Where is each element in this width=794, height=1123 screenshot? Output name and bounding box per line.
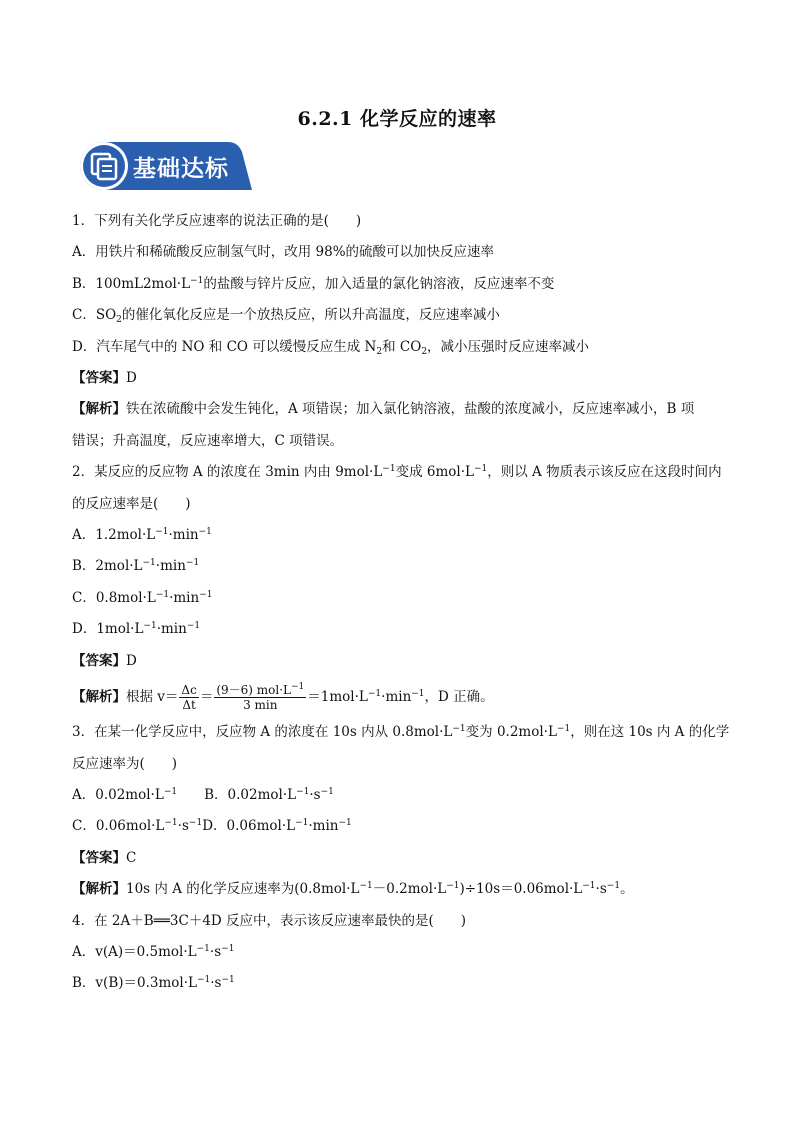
q2-analysis: 【解析】根据 v＝ $\frac{\Delta c}{\Delta t}$ ＝ $\frac{(9-6) mol\cdot L^{-1}}{3 \min}$ $=1mol\cdot L^{-1}\cdot\min^{-1}$，D 正确。 [72,682,494,713]
section-banner [78,140,254,192]
q1-option-c: C．$SO_2$的催化氧化反应是一个放热反应，所以升高温度，反应速率减小 [72,307,500,326]
question-content [72,206,728,1000]
q2-option-b: B．$2mol\cdot L^{-1}\cdot\min^{-1}$ [72,558,200,575]
q1-analysis-line1: 【解析】铁在浓硫酸中会发生钝化，A 项错误；加入氯化钠溶液，盐酸的浓度减小，反应速率减小，B 项 [72,401,695,418]
q2-option-c: C．$0.8mol\cdot L^{-1}\cdot\min^{-1}$ [72,589,213,606]
rate-formula-fraction: $\frac{\Delta c}{\Delta t}$ [181,683,197,713]
q2-stem-line2: 的反应速率是( ) [72,495,191,512]
q1-option-d: D．汽车尾气中的 NO 和 CO 可以缓慢反应生成 $N_2$和 $CO_2$，减小压强时反应速率减小 [72,338,590,357]
q2-stem-line1: 2．某反应的反应物 A 的浓度在 3min 内由 $9mol\cdot L^{-1}$变成 $6mol\cdot L^{-1}$，则以 A 物质表示该反应在这段时间内 [72,464,722,481]
q1-answer: 【答案】D [72,370,137,387]
q2-option-d: D．$1mol\cdot L^{-1}\cdot\min^{-1}$ [72,621,201,638]
q2-option-a: A．$1.2mol\cdot L^{-1}\cdot\min^{-1}$ [72,527,212,544]
q3-answer: 【答案】C [72,849,137,866]
q4-option-b: B．$v(B)=0.3mol\cdot L^{-1}\cdot s^{-1}$ [72,975,235,992]
q4-stem: 4．在 2A＋B══3C＋4D 反应中，表示该反应速率最快的是( ) [72,912,467,929]
page-title: 6.2.1 化学反应的速率 [297,108,497,130]
q3-stem-line1: 3．在某一化学反应中，反应物 A 的浓度在 10s 内从 $0.8mol\cdot L^{-1}$变为 $0.2mol\cdot L^{-1}$，则在这 10s 内 A 的化学 [72,724,730,741]
q3-analysis: 【解析】10s 内 A 的化学反应速率为$(0.8mol\cdot L^{-1}-0.2mol\cdot L^{-1})\div 10s=0.06mol\cdot L^{-1}\cdot s^{-1}$。 [72,881,634,898]
q3-options-ab: A．$0.02mol\cdot L^{-1}$ B．$0.02mol\cdot L^{-1}\cdot s^{-1}$ [72,786,334,803]
q1-option-a: A．用铁片和稀硫酸反应制氢气时，改用 98%的硫酸可以加快反应速率 [72,244,495,261]
q1-option-b: B．$100mL2mol\cdot L^{-1}$的盐酸与锌片反应，加入适量的氯化钠溶液，反应速率不变 [72,275,555,292]
q3-stem-line2: 反应速率为( ) [72,755,178,772]
banner-label: 基础达标 [133,156,229,182]
book-icon [78,140,130,192]
q3-options-cd: C．$0.06mol\cdot L^{-1}\cdot s^{-1}D$．$0.06mol\cdot L^{-1}\cdot\min^{-1}$ [72,818,352,835]
q2-answer: 【答案】D [72,652,137,669]
q4-option-a: A．$v(A)=0.5mol\cdot L^{-1}\cdot s^{-1}$ [72,943,235,960]
q1-analysis-line2: 错误；升高温度，反应速率增大，C 项错误。 [72,432,344,449]
q1-stem: 1．下列有关化学反应速率的说法正确的是( ) [72,213,362,229]
rate-calculation-fraction: $\frac{(9-6) mol\cdot L^{-1}}{3 \min}$ [216,682,305,713]
